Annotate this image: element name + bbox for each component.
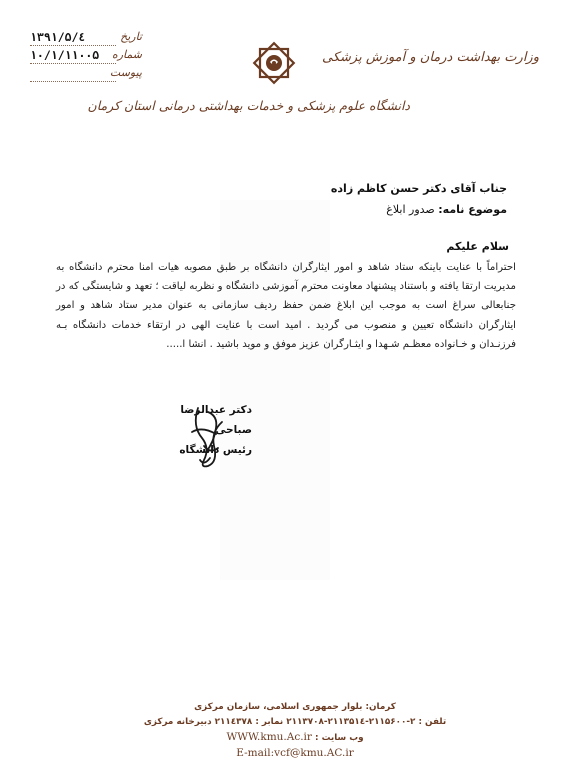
date-row bbox=[30, 30, 142, 48]
letter-footer bbox=[130, 700, 460, 762]
footer-website-line bbox=[130, 730, 460, 746]
letter-meta bbox=[30, 30, 142, 84]
number-label: شماره bbox=[111, 48, 142, 61]
footer-website-label: وب سایت : bbox=[315, 733, 364, 743]
handwritten-signature-icon bbox=[178, 402, 238, 470]
signer-title: رئیس دانشگاه bbox=[179, 444, 252, 456]
footer-email-line bbox=[130, 746, 460, 762]
number-line bbox=[30, 63, 116, 64]
footer-email[interactable]: E-mail:vcf@kmu.AC.ir bbox=[236, 747, 354, 759]
university-logo-icon bbox=[251, 40, 297, 86]
attachment-label: پیوست bbox=[109, 66, 142, 79]
date-line bbox=[30, 45, 116, 46]
attachment-line bbox=[30, 81, 116, 82]
letter-body: احتراماً با عنایت باینکه ستاد شاهد و امور ایثارگران دانشگاه بر طبق مصوبه هیات امنا محترم دانشگاه به مدیریت ارتقا یافته و باستناد پیشنهاد معاونت محترم آموزشی دانشگاه و نظربه لیاقت ؛ تعهد و شایستگی که در جنابعالی سراغ است به موجب این ابلاغ ضمن حفظ ردیف سازمانی به عنوان مدیر ستاد شاهد و امور ایثارگران دانشگاه تعیین و منصوب می گردید . امید است با عنایت الهی در ارتقاء خدمات دانشگاه بـه فرزنـدان و خـانواده معظـم شـهدا و ایثـارگران عزیز موفق و موید باشید . انشا ا..... bbox=[56, 262, 516, 350]
university-title: دانشگاه علوم پزشکی و خدمات بهداشتی درمانی استان کرمان bbox=[87, 98, 410, 113]
scan-shading bbox=[220, 200, 330, 580]
recipient-name: جناب آقای دکتر حسن کاظم زاده bbox=[330, 182, 507, 195]
date-label: تاریخ bbox=[120, 30, 142, 43]
footer-phone: تلفن : ۲-۲۱۱۵۶۰۰-۲۱۱۳۵۱٤-۲۱۱۳۷۰۸ نمابر : ۲۱۱٤۳۷۸ دبیرخانه مرکزی bbox=[143, 717, 447, 727]
greeting: سلام علیکم bbox=[446, 240, 509, 253]
signer-name: دکتر عبدالرضا صباحی bbox=[180, 404, 252, 436]
subject-line bbox=[331, 199, 507, 220]
footer-address: کرمان: بلوار جمهوری اسلامی، سازمان مرکزی bbox=[194, 702, 396, 712]
subject-value: صدور ابلاغ bbox=[386, 203, 439, 216]
footer-website[interactable]: WWW.kmu.Ac.ir bbox=[226, 731, 312, 743]
date-value: ۱۳۹۱/۵/٤ bbox=[30, 30, 86, 44]
number-row bbox=[30, 48, 142, 66]
attachment-row bbox=[30, 66, 142, 84]
recipient-block bbox=[331, 178, 507, 220]
number-value: ۱۰/۱/۱۱۰۰۵ bbox=[30, 48, 100, 62]
ministry-title: وزارت بهداشت درمان و آموزش پزشکی bbox=[321, 50, 539, 65]
subject-label: موضوع نامه: bbox=[438, 203, 507, 216]
